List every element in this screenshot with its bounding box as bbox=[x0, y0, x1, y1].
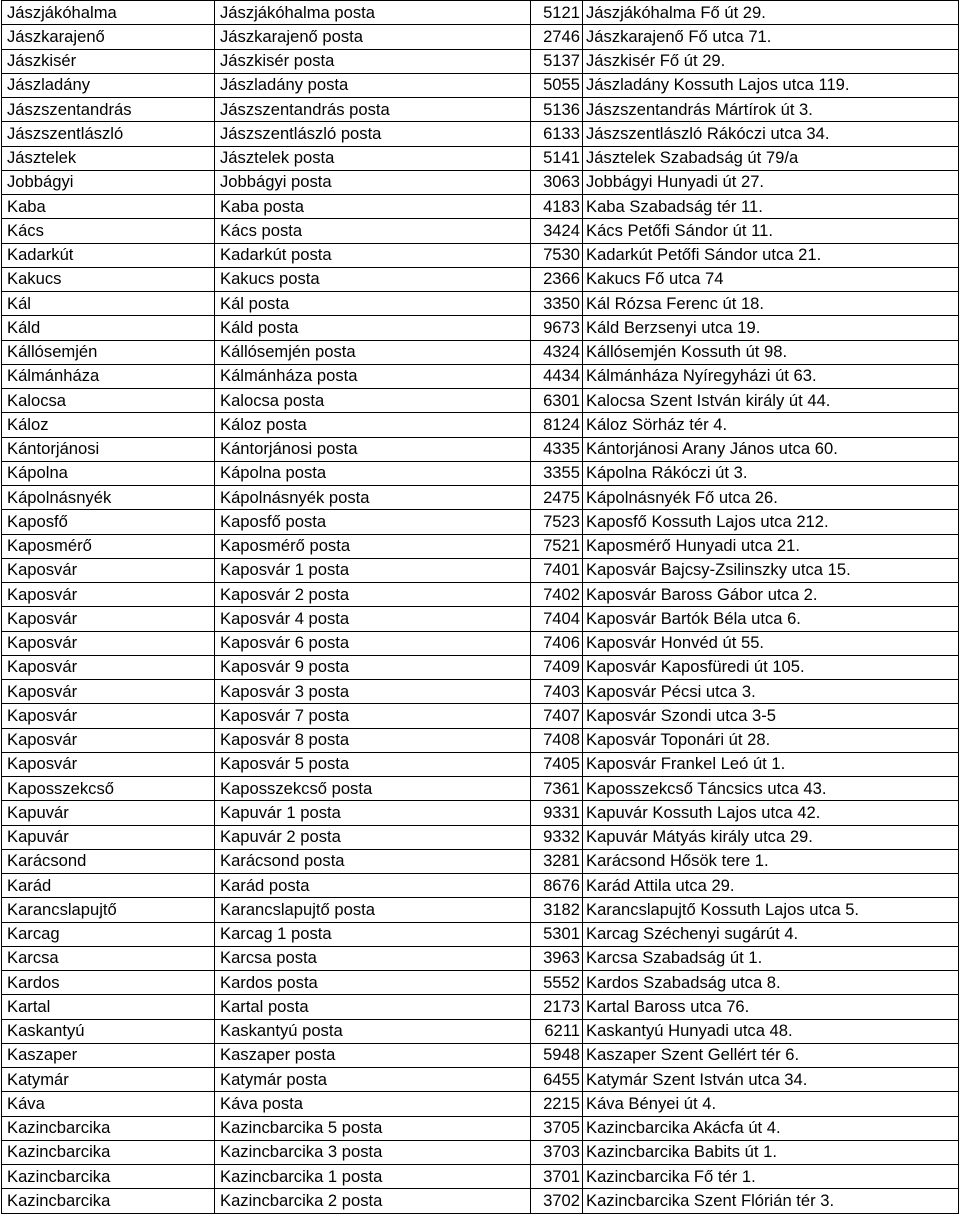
address-cell: Kaposvár Bajcsy-Zsilinszky utca 15. bbox=[583, 558, 959, 582]
post-office-cell: Kálmánháza posta bbox=[215, 364, 531, 388]
postal-code-cell: 2173 bbox=[531, 995, 583, 1019]
post-office-cell: Kápolnásnyék posta bbox=[215, 486, 531, 510]
post-office-cell: Kápolna posta bbox=[215, 461, 531, 485]
post-office-cell: Kaposvár 8 posta bbox=[215, 728, 531, 752]
post-office-cell: Kaposvár 1 posta bbox=[215, 558, 531, 582]
address-cell: Kaposvár Honvéd út 55. bbox=[583, 631, 959, 655]
address-cell: Kalocsa Szent István király út 44. bbox=[583, 389, 959, 413]
postal-code-cell: 3702 bbox=[531, 1189, 583, 1213]
settlement-cell: Kápolnásnyék bbox=[2, 486, 215, 510]
table-row bbox=[2, 801, 959, 825]
postal-code-cell: 4183 bbox=[531, 195, 583, 219]
postal-code-cell: 3701 bbox=[531, 1165, 583, 1189]
post-office-cell: Kács posta bbox=[215, 219, 531, 243]
post-office-cell: Kántorjánosi posta bbox=[215, 437, 531, 461]
settlement-cell: Kántorjánosi bbox=[2, 437, 215, 461]
address-cell: Kapuvár Kossuth Lajos utca 42. bbox=[583, 801, 959, 825]
address-cell: Kaposvár Frankel Leó út 1. bbox=[583, 752, 959, 776]
settlement-cell: Kaposvár bbox=[2, 558, 215, 582]
post-office-cell: Jászszentandrás posta bbox=[215, 98, 531, 122]
post-office-cell: Kadarkút posta bbox=[215, 243, 531, 267]
postal-code-cell: 3963 bbox=[531, 946, 583, 970]
settlement-cell: Káva bbox=[2, 1092, 215, 1116]
address-cell: Karancslapujtő Kossuth Lajos utca 5. bbox=[583, 898, 959, 922]
postal-code-cell: 5137 bbox=[531, 49, 583, 73]
table-row bbox=[2, 607, 959, 631]
settlement-cell: Jászkarajenő bbox=[2, 25, 215, 49]
settlement-cell: Karád bbox=[2, 874, 215, 898]
post-office-cell: Jászkisér posta bbox=[215, 49, 531, 73]
table-row bbox=[2, 461, 959, 485]
postal-code-cell: 5552 bbox=[531, 971, 583, 995]
postal-code-cell: 7401 bbox=[531, 558, 583, 582]
address-cell: Káva Bényei út 4. bbox=[583, 1092, 959, 1116]
settlement-cell: Kaposvár bbox=[2, 680, 215, 704]
address-cell: Karád Attila utca 29. bbox=[583, 874, 959, 898]
post-office-cell: Kaskantyú posta bbox=[215, 1019, 531, 1043]
table-row bbox=[2, 243, 959, 267]
postal-code-cell: 3281 bbox=[531, 849, 583, 873]
address-cell: Kaposvár Baross Gábor utca 2. bbox=[583, 583, 959, 607]
post-office-cell: Kapuvár 2 posta bbox=[215, 825, 531, 849]
table-row bbox=[2, 752, 959, 776]
post-office-cell: Kaposvár 5 posta bbox=[215, 752, 531, 776]
address-cell: Káld Berzsenyi utca 19. bbox=[583, 316, 959, 340]
settlement-cell: Kaposvár bbox=[2, 631, 215, 655]
address-cell: Kaposmérő Hunyadi utca 21. bbox=[583, 534, 959, 558]
address-cell: Kaposvár Bartók Béla utca 6. bbox=[583, 607, 959, 631]
settlement-cell: Kazincbarcika bbox=[2, 1140, 215, 1164]
address-cell: Kántorjánosi Arany János utca 60. bbox=[583, 437, 959, 461]
table-row bbox=[2, 25, 959, 49]
table-row bbox=[2, 849, 959, 873]
settlement-cell: Kaposvár bbox=[2, 728, 215, 752]
table-row bbox=[2, 364, 959, 388]
table-row bbox=[2, 1189, 959, 1213]
table-row bbox=[2, 728, 959, 752]
address-cell: Jászkarajenő Fő utca 71. bbox=[583, 25, 959, 49]
postal-code-cell: 7361 bbox=[531, 777, 583, 801]
settlement-cell: Jásztelek bbox=[2, 146, 215, 170]
post-office-cell: Kaposfő posta bbox=[215, 510, 531, 534]
postal-code-cell: 5141 bbox=[531, 146, 583, 170]
postal-code-cell: 6211 bbox=[531, 1019, 583, 1043]
settlement-cell: Kaposvár bbox=[2, 607, 215, 631]
table-row bbox=[2, 898, 959, 922]
address-cell: Karcag Széchenyi sugárút 4. bbox=[583, 922, 959, 946]
table-row bbox=[2, 1165, 959, 1189]
settlement-cell: Kaposvár bbox=[2, 655, 215, 679]
table-row bbox=[2, 122, 959, 146]
address-cell: Kál Rózsa Ferenc út 18. bbox=[583, 292, 959, 316]
post-office-cell: Kazincbarcika 2 posta bbox=[215, 1189, 531, 1213]
post-office-cell: Kartal posta bbox=[215, 995, 531, 1019]
address-cell: Kaposvár Szondi utca 3-5 bbox=[583, 704, 959, 728]
post-office-cell: Karcag 1 posta bbox=[215, 922, 531, 946]
table-row bbox=[2, 558, 959, 582]
post-office-cell: Jásztelek posta bbox=[215, 146, 531, 170]
table-row bbox=[2, 680, 959, 704]
postal-code-cell: 7523 bbox=[531, 510, 583, 534]
post-office-cell: Kaposvár 3 posta bbox=[215, 680, 531, 704]
post-office-cell: Jászladány posta bbox=[215, 73, 531, 97]
postal-code-cell: 3355 bbox=[531, 461, 583, 485]
table-row bbox=[2, 631, 959, 655]
address-cell: Kazincbarcika Akácfa út 4. bbox=[583, 1116, 959, 1140]
postal-code-cell: 7403 bbox=[531, 680, 583, 704]
address-cell: Kadarkút Petőfi Sándor utca 21. bbox=[583, 243, 959, 267]
settlement-cell: Kardos bbox=[2, 971, 215, 995]
address-cell: Jásztelek Szabadság út 79/a bbox=[583, 146, 959, 170]
table-row bbox=[2, 316, 959, 340]
settlement-cell: Kaposmérő bbox=[2, 534, 215, 558]
table-row bbox=[2, 995, 959, 1019]
table-row bbox=[2, 874, 959, 898]
post-office-cell: Káloz posta bbox=[215, 413, 531, 437]
settlement-cell: Kállósemjén bbox=[2, 340, 215, 364]
settlement-cell: Jászszentlászló bbox=[2, 122, 215, 146]
post-office-cell: Kaposszekcső posta bbox=[215, 777, 531, 801]
address-cell: Jászladány Kossuth Lajos utca 119. bbox=[583, 73, 959, 97]
postal-code-cell: 5948 bbox=[531, 1043, 583, 1067]
postal-code-cell: 8676 bbox=[531, 874, 583, 898]
post-office-cell: Kazincbarcika 1 posta bbox=[215, 1165, 531, 1189]
settlement-cell: Karcsa bbox=[2, 946, 215, 970]
postal-code-cell: 4324 bbox=[531, 340, 583, 364]
table-row bbox=[2, 1, 959, 25]
post-office-cell: Kapuvár 1 posta bbox=[215, 801, 531, 825]
address-cell: Kapuvár Mátyás király utca 29. bbox=[583, 825, 959, 849]
post-office-cell: Kaposvár 6 posta bbox=[215, 631, 531, 655]
address-cell: Karácsond Hősök tere 1. bbox=[583, 849, 959, 873]
post-office-cell: Kazincbarcika 3 posta bbox=[215, 1140, 531, 1164]
settlement-cell: Kaposszekcső bbox=[2, 777, 215, 801]
postal-code-cell: 3182 bbox=[531, 898, 583, 922]
table-row bbox=[2, 704, 959, 728]
postal-code-cell: 5301 bbox=[531, 922, 583, 946]
postal-code-cell: 7408 bbox=[531, 728, 583, 752]
address-cell: Kartal Baross utca 76. bbox=[583, 995, 959, 1019]
post-office-cell: Jászszentlászló posta bbox=[215, 122, 531, 146]
postal-code-cell: 2746 bbox=[531, 25, 583, 49]
settlement-cell: Kaposvár bbox=[2, 583, 215, 607]
post-office-table-body bbox=[2, 1, 959, 1214]
address-cell: Kaskantyú Hunyadi utca 48. bbox=[583, 1019, 959, 1043]
settlement-cell: Karácsond bbox=[2, 849, 215, 873]
settlement-cell: Kazincbarcika bbox=[2, 1116, 215, 1140]
address-cell: Kápolna Rákóczi út 3. bbox=[583, 461, 959, 485]
address-cell: Jobbágyi Hunyadi út 27. bbox=[583, 170, 959, 194]
table-row bbox=[2, 946, 959, 970]
settlement-cell: Kadarkút bbox=[2, 243, 215, 267]
post-office-cell: Karancslapujtő posta bbox=[215, 898, 531, 922]
table-row bbox=[2, 340, 959, 364]
settlement-cell: Kaposvár bbox=[2, 704, 215, 728]
address-cell: Kaposszekcső Táncsics utca 43. bbox=[583, 777, 959, 801]
address-cell: Kápolnásnyék Fő utca 26. bbox=[583, 486, 959, 510]
table-row bbox=[2, 922, 959, 946]
postal-code-cell: 7405 bbox=[531, 752, 583, 776]
post-office-cell: Kaszaper posta bbox=[215, 1043, 531, 1067]
post-office-cell: Kardos posta bbox=[215, 971, 531, 995]
table-row bbox=[2, 1019, 959, 1043]
table-row bbox=[2, 825, 959, 849]
post-office-cell: Kazincbarcika 5 posta bbox=[215, 1116, 531, 1140]
table-row bbox=[2, 1043, 959, 1067]
postal-code-cell: 6133 bbox=[531, 122, 583, 146]
post-office-cell: Kaba posta bbox=[215, 195, 531, 219]
table-row bbox=[2, 267, 959, 291]
postal-code-cell: 7407 bbox=[531, 704, 583, 728]
postal-code-cell: 6301 bbox=[531, 389, 583, 413]
settlement-cell: Kazincbarcika bbox=[2, 1189, 215, 1213]
settlement-cell: Kaszaper bbox=[2, 1043, 215, 1067]
table-row bbox=[2, 583, 959, 607]
post-office-cell: Kaposvár 2 posta bbox=[215, 583, 531, 607]
post-office-cell: Katymár posta bbox=[215, 1068, 531, 1092]
postal-code-cell: 3424 bbox=[531, 219, 583, 243]
postal-code-cell: 2475 bbox=[531, 486, 583, 510]
address-cell: Kaposvár Kaposfüredi út 105. bbox=[583, 655, 959, 679]
postal-code-cell: 4434 bbox=[531, 364, 583, 388]
settlement-cell: Jászladány bbox=[2, 73, 215, 97]
table-row bbox=[2, 219, 959, 243]
postal-code-cell: 5055 bbox=[531, 73, 583, 97]
post-office-cell: Kál posta bbox=[215, 292, 531, 316]
table-row bbox=[2, 534, 959, 558]
address-cell: Katymár Szent István utca 34. bbox=[583, 1068, 959, 1092]
table-row bbox=[2, 170, 959, 194]
address-cell: Jászkisér Fő út 29. bbox=[583, 49, 959, 73]
postal-code-cell: 7530 bbox=[531, 243, 583, 267]
postal-code-cell: 3350 bbox=[531, 292, 583, 316]
settlement-cell: Jobbágyi bbox=[2, 170, 215, 194]
postal-code-cell: 3703 bbox=[531, 1140, 583, 1164]
postal-code-cell: 9673 bbox=[531, 316, 583, 340]
settlement-cell: Kaposvár bbox=[2, 752, 215, 776]
settlement-cell: Kál bbox=[2, 292, 215, 316]
address-cell: Kaposfő Kossuth Lajos utca 212. bbox=[583, 510, 959, 534]
address-cell: Karcsa Szabadság út 1. bbox=[583, 946, 959, 970]
settlement-cell: Kaposfő bbox=[2, 510, 215, 534]
table-row bbox=[2, 1116, 959, 1140]
settlement-cell: Kapuvár bbox=[2, 801, 215, 825]
address-cell: Kazincbarcika Babits út 1. bbox=[583, 1140, 959, 1164]
settlement-cell: Jászjákóhalma bbox=[2, 1, 215, 25]
postal-code-cell: 7406 bbox=[531, 631, 583, 655]
table-row bbox=[2, 1068, 959, 1092]
table-row bbox=[2, 1092, 959, 1116]
post-office-cell: Kállósemjén posta bbox=[215, 340, 531, 364]
address-cell: Kács Petőfi Sándor út 11. bbox=[583, 219, 959, 243]
settlement-cell: Kapuvár bbox=[2, 825, 215, 849]
settlement-cell: Kalocsa bbox=[2, 389, 215, 413]
postal-code-cell: 3705 bbox=[531, 1116, 583, 1140]
postal-code-cell: 9331 bbox=[531, 801, 583, 825]
post-office-cell: Káld posta bbox=[215, 316, 531, 340]
postal-code-cell: 4335 bbox=[531, 437, 583, 461]
postal-code-cell: 5121 bbox=[531, 1, 583, 25]
table-row bbox=[2, 195, 959, 219]
post-office-cell: Kaposvár 4 posta bbox=[215, 607, 531, 631]
post-office-cell: Kakucs posta bbox=[215, 267, 531, 291]
settlement-cell: Kaskantyú bbox=[2, 1019, 215, 1043]
table-row bbox=[2, 146, 959, 170]
settlement-cell: Kálmánháza bbox=[2, 364, 215, 388]
table-row bbox=[2, 486, 959, 510]
address-cell: Kaposvár Toponári út 28. bbox=[583, 728, 959, 752]
table-row bbox=[2, 73, 959, 97]
table-row bbox=[2, 971, 959, 995]
settlement-cell: Karancslapujtő bbox=[2, 898, 215, 922]
table-row bbox=[2, 437, 959, 461]
post-office-cell: Karcsa posta bbox=[215, 946, 531, 970]
settlement-cell: Káloz bbox=[2, 413, 215, 437]
address-cell: Kazincbarcika Fő tér 1. bbox=[583, 1165, 959, 1189]
settlement-cell: Kartal bbox=[2, 995, 215, 1019]
postal-code-cell: 5136 bbox=[531, 98, 583, 122]
table-row bbox=[2, 98, 959, 122]
settlement-cell: Kápolna bbox=[2, 461, 215, 485]
address-cell: Kakucs Fő utca 74 bbox=[583, 267, 959, 291]
table-row bbox=[2, 510, 959, 534]
table-row bbox=[2, 49, 959, 73]
post-office-cell: Jászjákóhalma posta bbox=[215, 1, 531, 25]
table-row bbox=[2, 389, 959, 413]
table-row bbox=[2, 413, 959, 437]
settlement-cell: Jászszentandrás bbox=[2, 98, 215, 122]
address-cell: Kaposvár Pécsi utca 3. bbox=[583, 680, 959, 704]
post-office-cell: Kaposvár 7 posta bbox=[215, 704, 531, 728]
post-office-cell: Kaposmérő posta bbox=[215, 534, 531, 558]
settlement-cell: Jászkisér bbox=[2, 49, 215, 73]
address-cell: Káloz Sörház tér 4. bbox=[583, 413, 959, 437]
table-row bbox=[2, 777, 959, 801]
post-office-cell: Kaposvár 9 posta bbox=[215, 655, 531, 679]
settlement-cell: Kaba bbox=[2, 195, 215, 219]
address-cell: Kardos Szabadság utca 8. bbox=[583, 971, 959, 995]
postal-code-cell: 3063 bbox=[531, 170, 583, 194]
table-row bbox=[2, 1140, 959, 1164]
post-office-cell: Karácsond posta bbox=[215, 849, 531, 873]
post-office-cell: Káva posta bbox=[215, 1092, 531, 1116]
post-office-cell: Jobbágyi posta bbox=[215, 170, 531, 194]
postal-code-cell: 2366 bbox=[531, 267, 583, 291]
postal-code-cell: 6455 bbox=[531, 1068, 583, 1092]
settlement-cell: Káld bbox=[2, 316, 215, 340]
post-office-table bbox=[1, 0, 959, 1214]
settlement-cell: Katymár bbox=[2, 1068, 215, 1092]
postal-code-cell: 7521 bbox=[531, 534, 583, 558]
settlement-cell: Kakucs bbox=[2, 267, 215, 291]
address-cell: Kállósemjén Kossuth út 98. bbox=[583, 340, 959, 364]
table-row bbox=[2, 655, 959, 679]
postal-code-cell: 7402 bbox=[531, 583, 583, 607]
table-row bbox=[2, 292, 959, 316]
address-cell: Jászjákóhalma Fő út 29. bbox=[583, 1, 959, 25]
post-office-cell: Jászkarajenő posta bbox=[215, 25, 531, 49]
post-office-cell: Karád posta bbox=[215, 874, 531, 898]
settlement-cell: Kács bbox=[2, 219, 215, 243]
address-cell: Kálmánháza Nyíregyházi út 63. bbox=[583, 364, 959, 388]
post-office-cell: Kalocsa posta bbox=[215, 389, 531, 413]
settlement-cell: Karcag bbox=[2, 922, 215, 946]
postal-code-cell: 7409 bbox=[531, 655, 583, 679]
address-cell: Kazincbarcika Szent Flórián tér 3. bbox=[583, 1189, 959, 1213]
address-cell: Jászszentlászló Rákóczi utca 34. bbox=[583, 122, 959, 146]
address-cell: Kaba Szabadság tér 11. bbox=[583, 195, 959, 219]
address-cell: Jászszentandrás Mártírok út 3. bbox=[583, 98, 959, 122]
settlement-cell: Kazincbarcika bbox=[2, 1165, 215, 1189]
postal-code-cell: 7404 bbox=[531, 607, 583, 631]
address-cell: Kaszaper Szent Gellért tér 6. bbox=[583, 1043, 959, 1067]
postal-code-cell: 2215 bbox=[531, 1092, 583, 1116]
postal-code-cell: 8124 bbox=[531, 413, 583, 437]
postal-code-cell: 9332 bbox=[531, 825, 583, 849]
